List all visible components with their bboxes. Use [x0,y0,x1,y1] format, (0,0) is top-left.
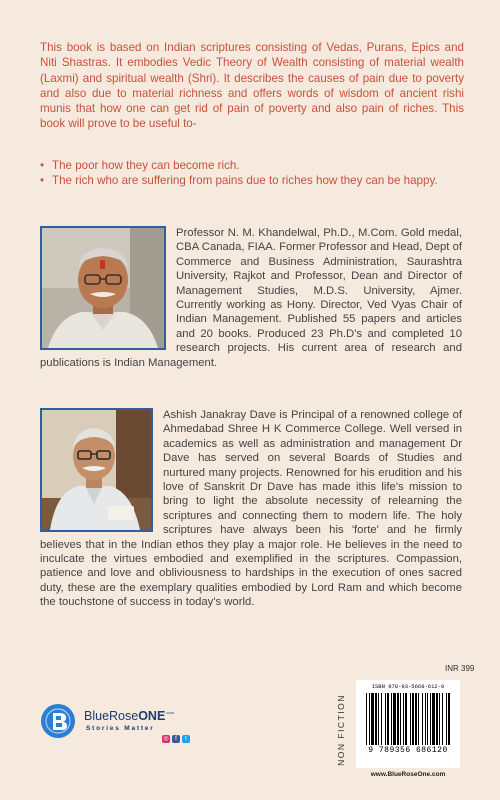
publisher-name: BlueRoseONE$^{.com}$ [84,709,174,723]
barcode-bar [405,693,407,745]
author-bio-text: Professor N. M. Khandelwal, Ph.D., M.Com. Gold medal, CBA Canada, FIAA. Former Professor and Head, Dept of Commerce and Business Administration, Saurashtra University, Rajkot and Professor, Dean and Director of Management Studies, M.D.S. University, Ajmer. Currently working as Hony. Director, Ved Vyas Chair of Indian Management. Published 55 papers and articles and 20 books. Produced 23 Ph.D's and completed 10 research projects. His current area of research and publications is Indian Management. [40,227,462,369]
facebook-icon[interactable]: f [172,735,180,743]
barcode-bar [403,693,404,745]
price-label: INR 399 [445,664,475,673]
barcode-bar [391,693,392,745]
barcode-bar [418,693,419,745]
barcode-bar [448,693,450,745]
audience-list [40,158,470,189]
barcode-bar [439,693,440,745]
barcode-bar [442,693,443,745]
author-bio-khandelwal [40,226,462,370]
barcode-bars [366,693,450,745]
isbn-text: ISBN 978-93-5668-612-0 [371,683,445,690]
instagram-icon[interactable]: ◎ [163,736,169,742]
twitter-icon[interactable]: t [182,735,190,743]
category-label [327,690,355,770]
barcode-bar [366,693,367,745]
barcode-bar [400,693,401,745]
barcode-bar [397,693,399,745]
barcode-bar [427,693,428,745]
author-photo-khandelwal [40,226,166,350]
audience-item: • The poor how they can become rich. [40,158,470,173]
author-bio-dave [40,408,462,610]
barcode-bar [387,693,389,745]
author-bio-text: Ashish Janakray Dave is Principal of a renowned college of Ahmedabad Shree H K Commerce College. Well versed in academics as well as administration and management Dr Dave has served on several Boards of Studies and nurtured many projects. Renowned for his erudition and his love of Sanskrit Dr Dave has made ithis life's mission to bring to light the absolute necessity of relearning the scriptures and connecting them to modern life. The holy scriptures have always been his 'forte' and he firmly believes that in the Indian ethos they play a major role. He believes in the need to inculcate the virtues embodied and exemplified in the scriptures. Compassion, patience and love and obliviousness to hardships in the execution of ones sacred duty, these are the exemplary qualities embodied by Lord Ram and which become the touchstone of success in today's world. [40,409,462,609]
publisher-tagline: Stories Matter [86,725,155,732]
barcode-bar [425,693,426,745]
barcode-bar [432,693,435,745]
barcode-bar [412,693,414,745]
barcode-bar [415,693,417,745]
barcode-bar [385,693,386,745]
book-description: This book is based on Indian scriptures consisting of Vedas, Purans, Epics and Niti Shastras. It embodies Vedic Theory of Wealth consisting of material wealth (Laxmi) and spiritual wealth (Shri). It describes the causes of pain due to poverty and also due to material richness and offers words of wisdom of ancient rishi munis that how one can get rid of pain of poverty and also pain of riches. This book will prove to be useful to- [40,41,464,131]
author-photo-dave [40,408,153,532]
barcode-bar [393,693,396,745]
barcode-bar [422,693,423,745]
barcode-bar [381,693,382,745]
barcode-bar [436,693,438,745]
social-icons [162,735,190,743]
barcode-bar [410,693,411,745]
audience-item: • The rich who are suffering from pains due to riches how they can be happy. [40,173,470,188]
bluerose-logo-icon [40,703,76,739]
barcode-number: 9 789356 686120 [368,746,448,755]
barcode-bar [371,693,374,745]
barcode-bar [375,693,377,745]
barcode [356,680,460,768]
barcode-bar [369,693,370,745]
barcode-bar [378,693,379,745]
category-text: NON FICTION [336,694,346,766]
barcode-bar [446,693,447,745]
publisher-website: www.BlueRoseOne.com [370,771,446,778]
barcode-bar [430,693,431,745]
